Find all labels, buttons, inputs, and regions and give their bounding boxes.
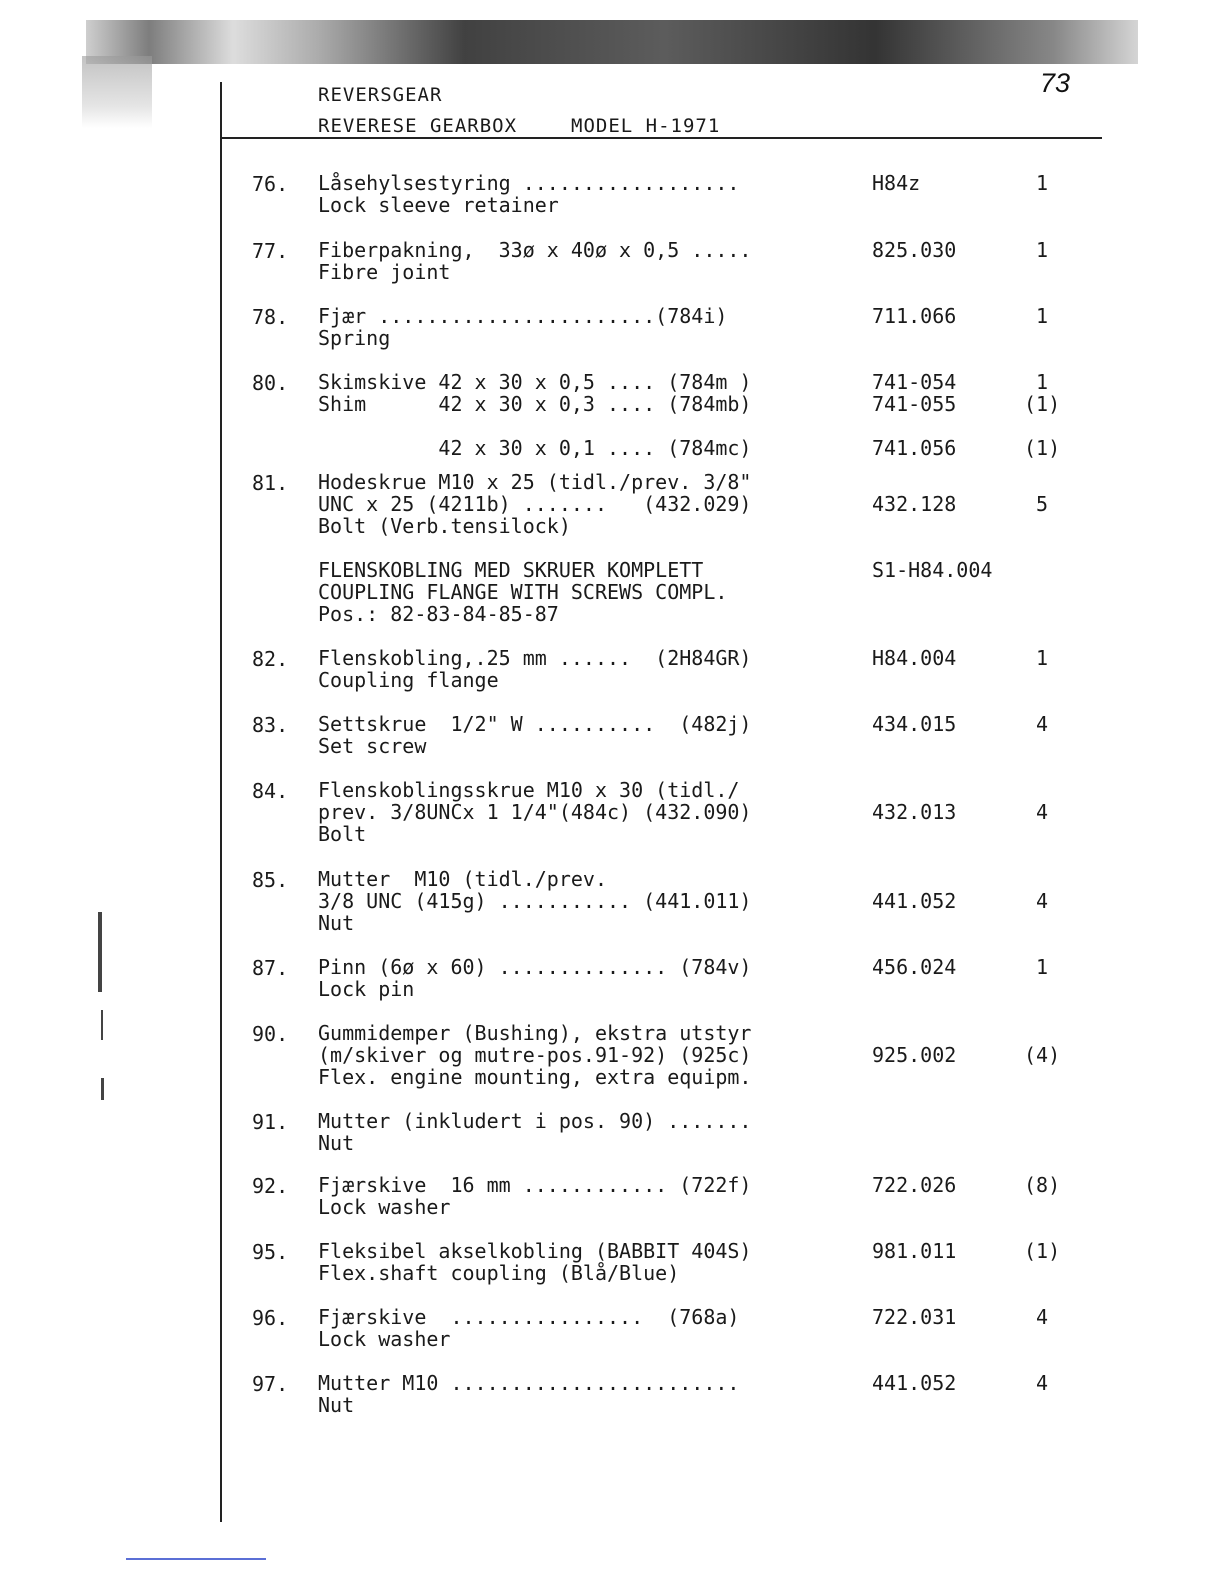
quantity-line: (1)	[1024, 392, 1061, 416]
quantity-line: 1	[1035, 171, 1049, 195]
quantity	[1024, 305, 1060, 327]
description	[318, 1372, 739, 1416]
description	[318, 371, 751, 459]
description-line: FLENSKOBLING MED SKRUER KOMPLETT	[318, 558, 704, 582]
position-number: 96.	[252, 1306, 289, 1330]
description-line: Mutter M10 ........................	[318, 1371, 740, 1395]
quantity-line	[1024, 471, 1060, 493]
quantity-line: (8)	[1024, 1173, 1061, 1197]
description-line: Fjær .......................(784i)	[318, 304, 728, 328]
part-number-line	[872, 1110, 884, 1132]
description-line: Nut	[318, 1131, 355, 1155]
part-number-line: 432.128	[872, 492, 957, 516]
part-number-line: 441.052	[872, 1371, 957, 1395]
quantity-line: 4	[1035, 1305, 1049, 1329]
part-number-line: S1-H84.004	[872, 558, 993, 582]
description-line: Lock washer	[318, 1327, 451, 1351]
margin-mark	[101, 1010, 103, 1040]
description	[318, 647, 751, 691]
quantity	[1024, 1240, 1060, 1262]
part-number	[872, 1110, 884, 1132]
part-number-line: 432.013	[872, 800, 957, 824]
description-line: Coupling flange	[318, 668, 499, 692]
description-line: prev. 3/8UNCx 1 1/4"(484c) (432.090)	[318, 800, 752, 824]
description-line: Skimskive 42 x 30 x 0,5 .... (784m )	[318, 370, 752, 394]
quantity-line: 1	[1035, 370, 1049, 394]
quantity	[1024, 1306, 1060, 1328]
description-line	[318, 415, 751, 437]
header-gearbox: REVERESE GEARBOX	[318, 115, 518, 137]
part-number-line: 434.015	[872, 712, 957, 736]
part-number-line: H84.004	[872, 646, 957, 670]
position-number: 80.	[252, 371, 289, 395]
description-line: Nut	[318, 1393, 355, 1417]
description-line: Shim 42 x 30 x 0,3 .... (784mb)	[318, 392, 752, 416]
description	[318, 1240, 751, 1284]
part-number-line	[872, 471, 956, 493]
quantity	[1024, 868, 1060, 912]
description	[318, 868, 751, 934]
quantity	[1024, 1174, 1060, 1196]
description-line: Fiberpakning, 33ø x 40ø x 0,5 .....	[318, 238, 752, 262]
description	[318, 1110, 751, 1154]
header-subtitle	[318, 115, 720, 137]
position-number: 77.	[252, 239, 289, 263]
part-number-line: 441.052	[872, 889, 957, 913]
margin-mark	[98, 912, 102, 992]
part-number	[872, 1306, 956, 1328]
part-number-line: 825.030	[872, 238, 957, 262]
description	[318, 956, 751, 1000]
quantity	[1024, 713, 1060, 735]
description	[318, 471, 751, 537]
quantity-line: (1)	[1024, 436, 1061, 460]
quantity-line: 1	[1035, 238, 1049, 262]
description-line: Fjærskive 16 mm ............ (722f)	[318, 1173, 752, 1197]
position-number: 91.	[252, 1110, 289, 1134]
description-line: Bolt	[318, 822, 367, 846]
quantity-line: 4	[1035, 1371, 1049, 1395]
description-line: Hodeskrue M10 x 25 (tidl./prev. 3/8"	[318, 470, 752, 494]
description-line: UNC x 25 (4211b) ....... (432.029)	[318, 492, 752, 516]
quantity-line: 4	[1035, 889, 1049, 913]
part-number	[872, 559, 992, 581]
description	[318, 172, 739, 216]
quantity-line	[1024, 559, 1060, 581]
description-line: Lock pin	[318, 977, 415, 1001]
part-number	[872, 647, 956, 669]
description-line: Nut	[318, 911, 355, 935]
position-number: 81.	[252, 471, 289, 495]
quantity	[1024, 559, 1060, 581]
description	[318, 559, 727, 625]
part-number-line: 711.066	[872, 304, 957, 328]
part-number	[872, 305, 956, 327]
description	[318, 1022, 751, 1088]
description-line: Fjærskive ................ (768a)	[318, 1305, 740, 1329]
quantity-line: 1	[1035, 646, 1049, 670]
quantity-line: (4)	[1024, 1043, 1061, 1067]
description-line: Spring	[318, 326, 391, 350]
description-line: Flex. engine mounting, extra equipm.	[318, 1065, 752, 1089]
quantity-line: 4	[1035, 712, 1049, 736]
page-number: 73	[1040, 68, 1071, 98]
left-margin-rule	[220, 82, 222, 1522]
description-line: Set screw	[318, 734, 427, 758]
quantity-line	[1024, 868, 1060, 890]
description-line: Flex.shaft coupling (Blå/Blue)	[318, 1261, 680, 1285]
description-line: Pos.: 82-83-84-85-87	[318, 602, 559, 626]
position-number: 85.	[252, 868, 289, 892]
quantity-line: 4	[1035, 800, 1049, 824]
part-number	[872, 1240, 956, 1262]
position-number: 90.	[252, 1022, 289, 1046]
quantity	[1024, 956, 1060, 978]
part-number	[872, 1022, 956, 1066]
description-line: (m/skiver og mutre-pos.91-92) (925c)	[318, 1043, 752, 1067]
part-number	[872, 713, 956, 735]
part-number-line: H84z	[872, 171, 921, 195]
description-line: Bolt (Verb.tensilock)	[318, 514, 571, 538]
header-title: REVERSGEAR	[318, 84, 443, 106]
part-number	[872, 956, 956, 978]
quantity-line	[1024, 1110, 1060, 1132]
quantity-line	[1024, 779, 1060, 801]
description-line: Mutter (inkludert i pos. 90) .......	[318, 1109, 752, 1133]
position-number: 76.	[252, 172, 289, 196]
part-number	[872, 172, 920, 194]
description-line: Flenskobling,.25 mm ...... (2H84GR)	[318, 646, 752, 670]
description-line: 42 x 30 x 0,1 .... (784mc)	[318, 436, 752, 460]
part-number-line: 981.011	[872, 1239, 957, 1263]
description-line: Lock sleeve retainer	[318, 193, 559, 217]
part-number	[872, 239, 956, 261]
quantity	[1024, 371, 1060, 459]
part-number-line: 456.024	[872, 955, 957, 979]
quantity	[1024, 779, 1060, 823]
quantity-line	[1024, 1022, 1060, 1044]
header-rule	[220, 137, 1102, 139]
position-number: 97.	[252, 1372, 289, 1396]
description-line: Gummidemper (Bushing), ekstra utstyr	[318, 1021, 752, 1045]
quantity	[1024, 239, 1060, 261]
bottom-underline	[126, 1558, 266, 1560]
part-number-line	[872, 779, 956, 801]
quantity-line	[1024, 415, 1060, 437]
description-line: Mutter M10 (tidl./prev.	[318, 867, 607, 891]
quantity-line: 1	[1035, 955, 1049, 979]
part-number	[872, 371, 956, 459]
description-line: Lock washer	[318, 1195, 451, 1219]
part-number-line: 722.026	[872, 1173, 957, 1197]
description-line: Låsehylsestyring ..................	[318, 171, 740, 195]
scan-corner-smudge	[82, 56, 152, 128]
description-line: Fibre joint	[318, 260, 451, 284]
quantity	[1024, 1110, 1060, 1132]
part-number-line: 741-054	[872, 370, 957, 394]
description	[318, 1174, 751, 1218]
position-number: 84.	[252, 779, 289, 803]
quantity	[1024, 1022, 1060, 1066]
description	[318, 239, 751, 283]
part-number	[872, 868, 956, 912]
description-line: Fleksibel akselkobling (BABBIT 404S)	[318, 1239, 752, 1263]
description	[318, 1306, 739, 1350]
description	[318, 779, 751, 845]
position-number: 87.	[252, 956, 289, 980]
description-line: 3/8 UNC (415g) ........... (441.011)	[318, 889, 752, 913]
quantity-line: (1)	[1024, 1239, 1061, 1263]
margin-mark	[101, 1078, 104, 1100]
quantity	[1024, 471, 1060, 515]
part-number	[872, 471, 956, 515]
part-number	[872, 1372, 956, 1394]
header-model: MODEL H-1971	[571, 115, 721, 137]
part-number	[872, 1174, 956, 1196]
quantity-line: 5	[1035, 492, 1049, 516]
quantity	[1024, 647, 1060, 669]
part-number	[872, 779, 956, 823]
position-number: 82.	[252, 647, 289, 671]
description-line: COUPLING FLANGE WITH SCREWS COMPL.	[318, 580, 728, 604]
quantity	[1024, 172, 1060, 194]
position-number: 92.	[252, 1174, 289, 1198]
part-number-line	[872, 415, 956, 437]
position-number: 83.	[252, 713, 289, 737]
position-number: 95.	[252, 1240, 289, 1264]
part-number-line	[872, 1022, 956, 1044]
part-number-line: 722.031	[872, 1305, 957, 1329]
part-number-line: 741.056	[872, 436, 957, 460]
scan-top-bar	[86, 20, 1138, 64]
quantity-line: 1	[1035, 304, 1049, 328]
description-line: Pinn (6ø x 60) .............. (784v)	[318, 955, 752, 979]
part-number-line: 925.002	[872, 1043, 957, 1067]
description	[318, 713, 751, 757]
description-line: Flenskoblingsskrue M10 x 30 (tidl./	[318, 778, 740, 802]
part-number-line	[872, 868, 956, 890]
description-line: Settskrue 1/2" W .......... (482j)	[318, 712, 752, 736]
quantity	[1024, 1372, 1060, 1394]
part-number-line: 741-055	[872, 392, 957, 416]
position-number: 78.	[252, 305, 289, 329]
description	[318, 305, 727, 349]
